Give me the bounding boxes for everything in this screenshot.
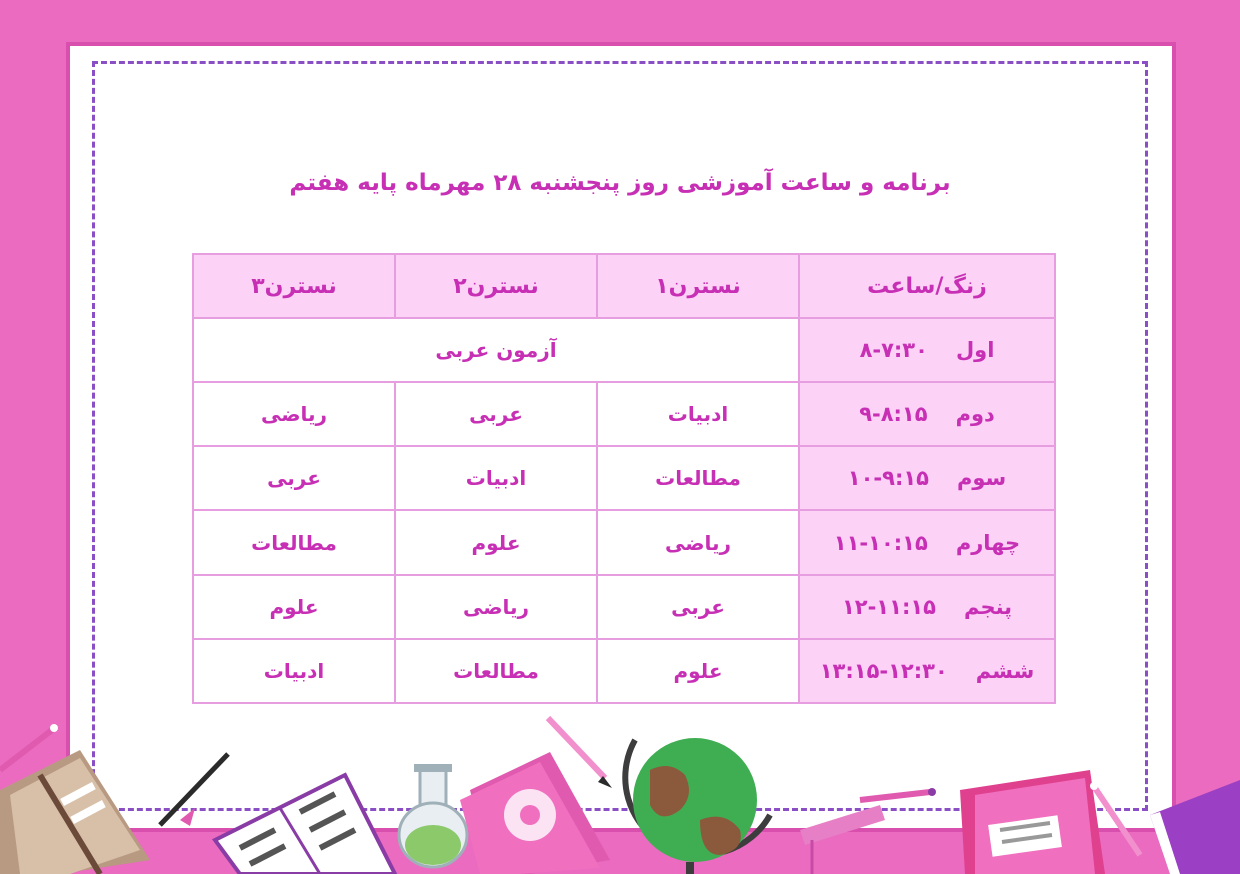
subject-cell: مطالعات bbox=[395, 639, 597, 703]
bell-time-cell bbox=[799, 510, 1055, 574]
bell-name: ششم bbox=[975, 658, 1035, 683]
bell-name: اول bbox=[955, 338, 995, 363]
table-row bbox=[193, 446, 1055, 510]
bell-name: پنجم bbox=[963, 594, 1013, 619]
subject-cell: علوم bbox=[395, 510, 597, 574]
header-class-1: نسترن۱ bbox=[597, 254, 799, 318]
bell-name: سوم bbox=[956, 466, 1007, 491]
subject-cell: ادبیات bbox=[597, 382, 799, 446]
bell-name: دوم bbox=[955, 402, 995, 427]
table-row bbox=[193, 639, 1055, 703]
table-row bbox=[193, 382, 1055, 446]
merged-exam-cell: آزمون عربی bbox=[193, 318, 799, 382]
time-range: ۱۰-۹:۱۵ bbox=[847, 466, 929, 491]
subject-cell: مطالعات bbox=[193, 510, 395, 574]
subject-cell: ریاضی bbox=[193, 382, 395, 446]
time-range: ۸-۷:۳۰ bbox=[859, 338, 928, 363]
header-class-3: نسترن۳ bbox=[193, 254, 395, 318]
bell-time-cell bbox=[799, 446, 1055, 510]
schedule-table bbox=[192, 253, 1056, 704]
subject-cell: علوم bbox=[597, 639, 799, 703]
time-range: ۹-۸:۱۵ bbox=[859, 402, 928, 427]
bell-time-cell bbox=[799, 639, 1055, 703]
subject-cell: مطالعات bbox=[597, 446, 799, 510]
pencil-icon bbox=[0, 724, 58, 770]
table-row bbox=[193, 318, 1055, 382]
subject-cell: ادبیات bbox=[193, 639, 395, 703]
subject-cell: ریاضی bbox=[597, 510, 799, 574]
bell-name: چهارم bbox=[955, 530, 1021, 555]
subject-cell: عربی bbox=[193, 446, 395, 510]
header-row bbox=[193, 254, 1055, 318]
table-row bbox=[193, 575, 1055, 639]
header-class-2: نسترن۲ bbox=[395, 254, 597, 318]
subject-cell: علوم bbox=[193, 575, 395, 639]
table-row bbox=[193, 510, 1055, 574]
time-range: ۱۳:۱۵-۱۲:۳۰ bbox=[819, 658, 948, 683]
subject-cell: عربی bbox=[395, 382, 597, 446]
subject-cell: ریاضی bbox=[395, 575, 597, 639]
bell-time-cell bbox=[799, 318, 1055, 382]
time-range: ۱۱-۱۰:۱۵ bbox=[833, 530, 928, 555]
bell-time-cell bbox=[799, 575, 1055, 639]
bell-time-cell bbox=[799, 382, 1055, 446]
page-title: برنامه و ساعت آموزشی روز پنجشنبه ۲۸ مهرماه پایه هفتم bbox=[289, 170, 951, 196]
subject-cell: ادبیات bbox=[395, 446, 597, 510]
subject-cell: عربی bbox=[597, 575, 799, 639]
header-bell-time: زنگ/ساعت bbox=[799, 254, 1055, 318]
time-range: ۱۲-۱۱:۱۵ bbox=[841, 594, 936, 619]
